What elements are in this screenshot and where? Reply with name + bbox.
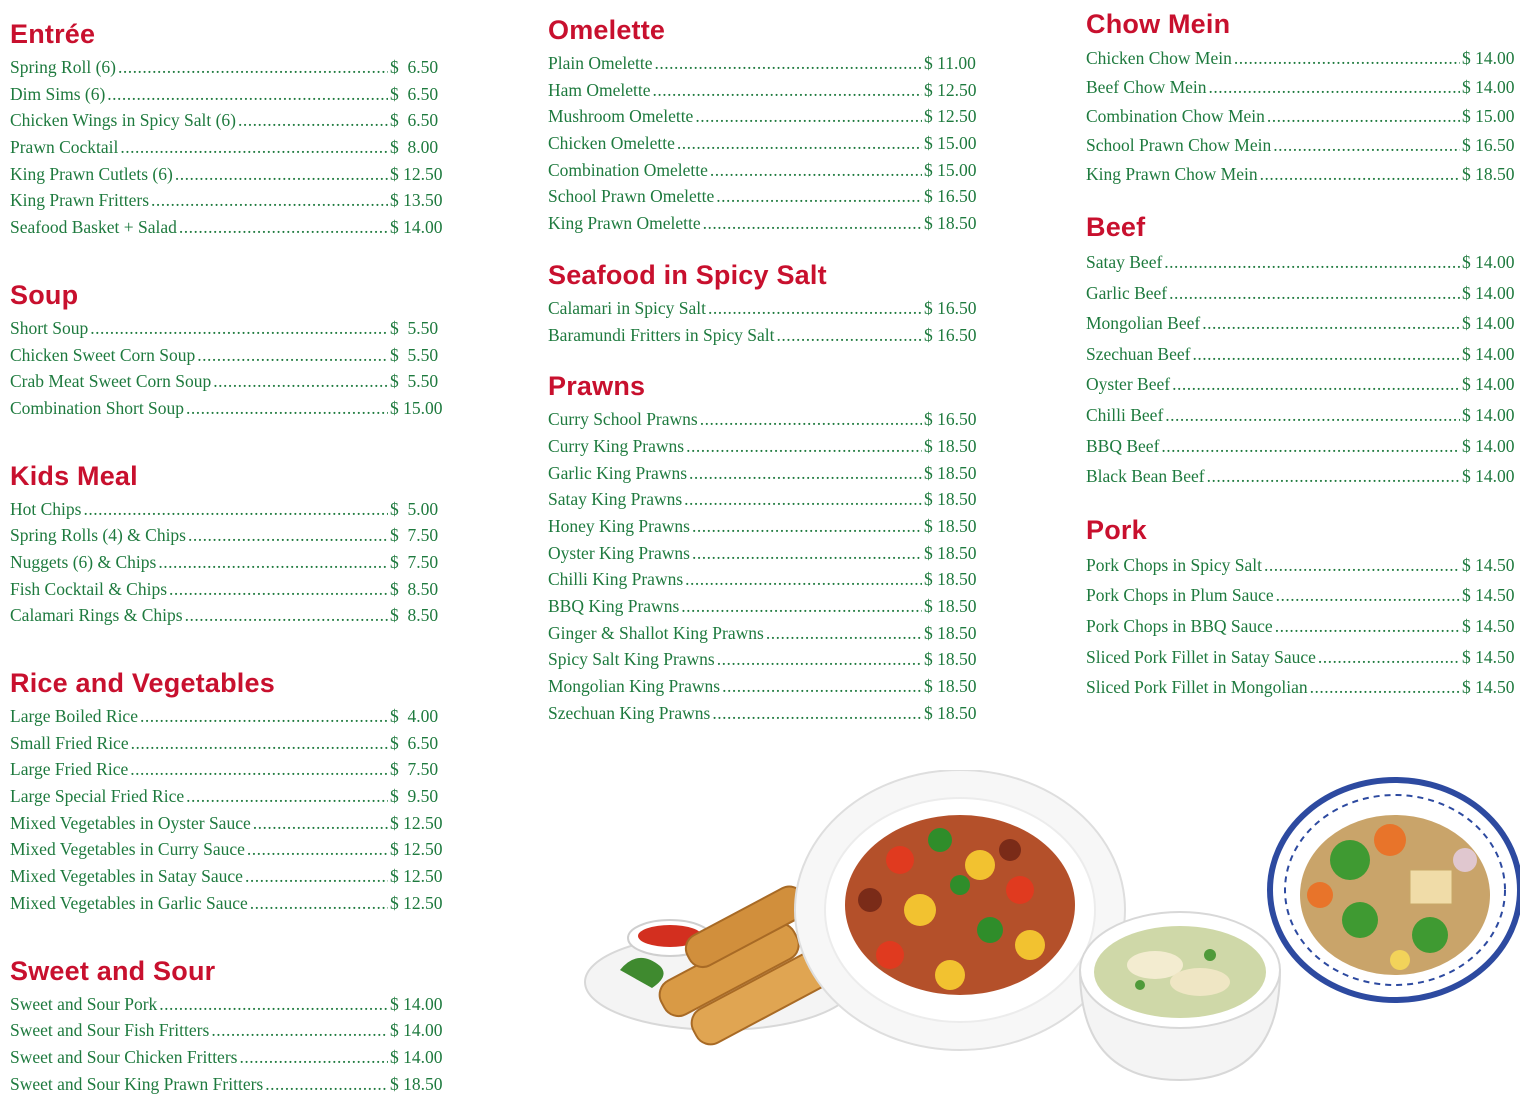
dot-leader (777, 322, 922, 349)
item-name: Prawn Cocktail (10, 134, 118, 161)
dot-leader (185, 602, 388, 629)
dot-leader (716, 183, 922, 210)
item-name: Large Boiled Rice (10, 703, 138, 730)
dot-leader (1275, 611, 1460, 642)
item-price: $ 14.00 (390, 991, 446, 1018)
item-name: King Prawn Fritters (10, 187, 149, 214)
menu-item (1086, 339, 1518, 370)
item-name: Mongolian Beef (1086, 308, 1200, 339)
menu-column-right (1086, 8, 1518, 703)
section-title: Prawns (548, 370, 980, 402)
dot-leader (692, 540, 922, 567)
menu-item (548, 103, 980, 130)
dot-leader (130, 756, 388, 783)
dot-leader (213, 368, 388, 395)
food-illustration (560, 770, 1520, 1090)
menu-item (548, 646, 980, 673)
dot-leader (700, 406, 922, 433)
menu-item (10, 549, 446, 576)
item-price: $ 14.00 (390, 1044, 446, 1071)
item-name: Large Fried Rice (10, 756, 128, 783)
item-price: $ 12.50 (924, 103, 980, 130)
menu-item (10, 602, 446, 629)
menu-item (10, 342, 446, 369)
item-price: $ 14.00 (1462, 369, 1518, 400)
item-price: $ 12.50 (390, 890, 446, 917)
item-price: $ 18.50 (924, 460, 980, 487)
dot-leader (140, 703, 388, 730)
dot-leader (695, 103, 922, 130)
item-name: Chicken Sweet Corn Soup (10, 342, 195, 369)
item-name: Mushroom Omelette (548, 103, 693, 130)
dot-leader (120, 134, 388, 161)
item-name: Hot Chips (10, 496, 81, 523)
dot-leader (247, 836, 388, 863)
item-price: $ 6.50 (390, 730, 446, 757)
item-price: $ 7.50 (390, 549, 446, 576)
menu-item (1086, 461, 1518, 492)
item-name: Pork Chops in Plum Sauce (1086, 580, 1274, 611)
item-name: BBQ Beef (1086, 431, 1159, 462)
item-price: $ 18.50 (924, 673, 980, 700)
item-name: Chilli King Prawns (548, 566, 683, 593)
dot-leader (1172, 369, 1460, 400)
item-name: Szechuan King Prawns (548, 700, 710, 727)
dot-leader (1165, 400, 1460, 431)
menu-item (1086, 642, 1518, 673)
section-title: Soup (10, 279, 446, 311)
dot-leader (211, 1017, 388, 1044)
dot-leader (238, 107, 388, 134)
dot-leader (712, 700, 922, 727)
item-name: School Prawn Omelette (548, 183, 714, 210)
menu-item (548, 673, 980, 700)
item-price: $ 5.50 (390, 315, 446, 342)
item-name: Mongolian King Prawns (548, 673, 720, 700)
dot-leader (717, 646, 922, 673)
menu-item (10, 395, 446, 422)
item-name: Satay Beef (1086, 247, 1162, 278)
item-price: $ 12.50 (390, 863, 446, 890)
item-name: Oyster King Prawns (548, 540, 690, 567)
dot-leader (197, 342, 388, 369)
item-name: Mixed Vegetables in Curry Sauce (10, 836, 245, 863)
menu-item (548, 295, 980, 322)
dot-leader (689, 460, 922, 487)
item-name: Satay King Prawns (548, 486, 682, 513)
dot-leader (655, 50, 923, 77)
menu-item (10, 703, 446, 730)
item-price: $ 6.50 (390, 81, 446, 108)
menu-item (10, 890, 446, 917)
dot-leader (245, 863, 388, 890)
item-price: $ 14.00 (1462, 278, 1518, 309)
item-price: $ 4.00 (390, 703, 446, 730)
item-name: Nuggets (6) & Chips (10, 549, 156, 576)
dot-leader (1318, 642, 1460, 673)
dot-leader (1207, 461, 1460, 492)
item-price: $ 8.50 (390, 576, 446, 603)
item-price: $ 15.00 (1462, 102, 1518, 131)
item-name: Chicken Omelette (548, 130, 675, 157)
menu-item (1086, 308, 1518, 339)
item-name: Curry School Prawns (548, 406, 698, 433)
item-name: Ham Omelette (548, 77, 651, 104)
dot-leader (175, 161, 388, 188)
dot-leader (1260, 160, 1460, 189)
menu-item (548, 210, 980, 237)
dot-leader (1264, 550, 1460, 581)
item-price: $ 14.50 (1462, 550, 1518, 581)
item-price: $ 18.50 (924, 620, 980, 647)
dot-leader (250, 890, 388, 917)
dot-leader (179, 214, 388, 241)
menu-item (548, 77, 980, 104)
item-name: Mixed Vegetables in Oyster Sauce (10, 810, 251, 837)
item-name: Calamari in Spicy Salt (548, 295, 706, 322)
section-title: Chow Mein (1086, 8, 1518, 40)
menu-item (548, 540, 980, 567)
menu-item (10, 54, 446, 81)
menu-item (1086, 160, 1518, 189)
item-price: $ 18.50 (924, 433, 980, 460)
menu-column-middle (548, 14, 980, 726)
item-price: $ 14.00 (1462, 73, 1518, 102)
section-sweet-and-sour (10, 955, 446, 1097)
dot-leader (1276, 580, 1460, 611)
item-name: Sliced Pork Fillet in Satay Sauce (1086, 642, 1316, 673)
item-name: Mixed Vegetables in Satay Sauce (10, 863, 243, 890)
item-price: $ 14.50 (1462, 611, 1518, 642)
item-name: Spicy Salt King Prawns (548, 646, 715, 673)
wonton-soup-bowl-icon (1080, 912, 1280, 1080)
menu-item (1086, 580, 1518, 611)
item-price: $ 15.00 (924, 130, 980, 157)
dot-leader (1192, 339, 1460, 370)
item-price: $ 12.50 (924, 77, 980, 104)
dot-leader (90, 315, 388, 342)
item-name: Black Bean Beef (1086, 461, 1205, 492)
dot-leader (1310, 672, 1460, 703)
dot-leader (1169, 278, 1460, 309)
dot-leader (186, 783, 388, 810)
item-price: $ 8.00 (390, 134, 446, 161)
item-price: $ 18.50 (924, 566, 980, 593)
item-name: Oyster Beef (1086, 369, 1170, 400)
item-price: $ 12.50 (390, 810, 446, 837)
menu-item (1086, 611, 1518, 642)
dot-leader (265, 1071, 388, 1097)
item-price: $ 13.50 (390, 187, 446, 214)
menu-item (10, 81, 446, 108)
item-name: Crab Meat Sweet Corn Soup (10, 368, 211, 395)
item-name: Spring Roll (6) (10, 54, 116, 81)
item-price: $ 15.00 (924, 157, 980, 184)
dot-leader (1164, 247, 1460, 278)
menu-item (1086, 102, 1518, 131)
section-pork (1086, 514, 1518, 703)
item-name: Ginger & Shallot King Prawns (548, 620, 764, 647)
dot-leader (653, 77, 922, 104)
section-rice-and-vegetables (10, 667, 446, 917)
item-price: $ 16.50 (924, 183, 980, 210)
section-entree (10, 18, 446, 241)
item-price: $ 5.50 (390, 368, 446, 395)
item-name: Combination Chow Mein (1086, 102, 1265, 131)
item-name: Honey King Prawns (548, 513, 690, 540)
item-price: $ 14.00 (1462, 431, 1518, 462)
dot-leader (1273, 131, 1460, 160)
dot-leader (766, 620, 922, 647)
menu-item (548, 486, 980, 513)
dot-leader (107, 81, 388, 108)
menu-item (1086, 44, 1518, 73)
item-price: $ 14.00 (1462, 339, 1518, 370)
menu-item (548, 183, 980, 210)
item-price: $ 18.50 (924, 210, 980, 237)
item-price: $ 12.50 (390, 836, 446, 863)
item-name: Sliced Pork Fillet in Mongolian (1086, 672, 1308, 703)
section-title: Seafood in Spicy Salt (548, 259, 980, 291)
menu-item (1086, 73, 1518, 102)
menu-item (1086, 550, 1518, 581)
item-name: Combination Short Soup (10, 395, 184, 422)
dot-leader (1209, 73, 1460, 102)
dot-leader (253, 810, 388, 837)
menu-item (10, 214, 446, 241)
menu-item (548, 157, 980, 184)
menu-item (10, 991, 446, 1018)
item-name: Curry King Prawns (548, 433, 684, 460)
section-title: Pork (1086, 514, 1518, 546)
item-name: Chicken Chow Mein (1086, 44, 1232, 73)
menu-item (10, 1044, 446, 1071)
menu-column-left (10, 18, 446, 1097)
section-title: Kids Meal (10, 460, 446, 492)
item-name: Small Fried Rice (10, 730, 129, 757)
item-name: Short Soup (10, 315, 88, 342)
menu-item (548, 130, 980, 157)
dot-leader (158, 549, 388, 576)
item-price: $ 6.50 (390, 107, 446, 134)
item-price: $ 18.50 (924, 700, 980, 727)
item-price: $ 14.00 (390, 1017, 446, 1044)
section-title: Rice and Vegetables (10, 667, 446, 699)
menu-item (10, 810, 446, 837)
section-prawns (548, 370, 980, 726)
item-name: King Prawn Cutlets (6) (10, 161, 173, 188)
vegetable-noodle-bowl-icon (1270, 780, 1520, 1000)
item-name: Sweet and Sour Pork (10, 991, 157, 1018)
item-price: $ 14.00 (1462, 400, 1518, 431)
item-name: Szechuan Beef (1086, 339, 1190, 370)
menu-item (10, 107, 446, 134)
item-price: $ 18.50 (924, 646, 980, 673)
dot-leader (159, 991, 388, 1018)
dot-leader (1267, 102, 1460, 131)
menu-item (10, 783, 446, 810)
item-name: Large Special Fried Rice (10, 783, 184, 810)
item-price: $ 18.50 (390, 1071, 446, 1097)
menu-item (10, 522, 446, 549)
item-name: Mixed Vegetables in Garlic Sauce (10, 890, 248, 917)
item-name: Plain Omelette (548, 50, 653, 77)
dot-leader (684, 486, 922, 513)
menu-item (1086, 431, 1518, 462)
dot-leader (188, 522, 388, 549)
item-name: Combination Omelette (548, 157, 708, 184)
item-price: $ 12.50 (390, 161, 446, 188)
item-name: Chicken Wings in Spicy Salt (6) (10, 107, 236, 134)
item-price: $ 14.50 (1462, 580, 1518, 611)
menu-item (548, 566, 980, 593)
item-price: $ 14.50 (1462, 642, 1518, 673)
item-price: $ 18.50 (924, 486, 980, 513)
item-name: Chilli Beef (1086, 400, 1163, 431)
item-price: $ 18.50 (924, 593, 980, 620)
item-price: $ 16.50 (1462, 131, 1518, 160)
menu-item (1086, 278, 1518, 309)
sweet-and-sour-plate-icon (795, 770, 1125, 1050)
item-price: $ 18.50 (924, 513, 980, 540)
dot-leader (710, 157, 922, 184)
menu-item (548, 513, 980, 540)
menu-item (10, 756, 446, 783)
item-name: Garlic Beef (1086, 278, 1167, 309)
section-title: Beef (1086, 211, 1518, 243)
menu-item (548, 433, 980, 460)
dot-leader (169, 576, 388, 603)
section-kids-meal (10, 460, 446, 629)
section-omelette (548, 14, 980, 237)
menu-item (10, 836, 446, 863)
menu-item (10, 368, 446, 395)
menu-item (10, 187, 446, 214)
section-soup (10, 279, 446, 422)
menu-item (10, 134, 446, 161)
section-beef (1086, 211, 1518, 492)
item-name: Dim Sims (6) (10, 81, 105, 108)
dot-leader (681, 593, 922, 620)
dot-leader (118, 54, 388, 81)
item-price: $ 6.50 (390, 54, 446, 81)
item-name: Spring Rolls (4) & Chips (10, 522, 186, 549)
menu-item (1086, 247, 1518, 278)
item-name: Pork Chops in BBQ Sauce (1086, 611, 1273, 642)
item-price: $ 14.50 (1462, 672, 1518, 703)
menu-item (1086, 400, 1518, 431)
item-name: Calamari Rings & Chips (10, 602, 183, 629)
dot-leader (685, 566, 922, 593)
item-price: $ 18.50 (1462, 160, 1518, 189)
item-price: $ 7.50 (390, 522, 446, 549)
item-name: BBQ King Prawns (548, 593, 679, 620)
dot-leader (722, 673, 922, 700)
item-name: Sweet and Sour King Prawn Fritters (10, 1071, 263, 1097)
item-name: Garlic King Prawns (548, 460, 687, 487)
menu-item (548, 593, 980, 620)
menu-item (1086, 369, 1518, 400)
item-price: $ 5.50 (390, 342, 446, 369)
dot-leader (83, 496, 388, 523)
menu-item (10, 161, 446, 188)
menu-item (548, 460, 980, 487)
dot-leader (1161, 431, 1460, 462)
menu-item (548, 50, 980, 77)
menu-item (548, 322, 980, 349)
item-price: $ 16.50 (924, 406, 980, 433)
menu-item (10, 496, 446, 523)
menu-item (10, 315, 446, 342)
menu-item (10, 576, 446, 603)
section-seafood-in-spicy-salt (548, 259, 980, 348)
menu-item (548, 700, 980, 727)
dot-leader (692, 513, 922, 540)
menu-item (1086, 131, 1518, 160)
item-price: $ 14.00 (1462, 44, 1518, 73)
item-name: Fish Cocktail & Chips (10, 576, 167, 603)
item-price: $ 16.50 (924, 295, 980, 322)
item-name: Pork Chops in Spicy Salt (1086, 550, 1262, 581)
item-price: $ 15.00 (390, 395, 446, 422)
item-name: Sweet and Sour Fish Fritters (10, 1017, 209, 1044)
section-title: Sweet and Sour (10, 955, 446, 987)
item-name: School Prawn Chow Mein (1086, 131, 1271, 160)
dot-leader (703, 210, 922, 237)
menu-item (10, 863, 446, 890)
item-price: $ 14.00 (1462, 247, 1518, 278)
item-name: Seafood Basket + Salad (10, 214, 177, 241)
section-title: Entrée (10, 18, 446, 50)
item-price: $ 18.50 (924, 540, 980, 567)
item-name: King Prawn Chow Mein (1086, 160, 1258, 189)
menu-item (10, 1017, 446, 1044)
dot-leader (708, 295, 922, 322)
dot-leader (677, 130, 922, 157)
dot-leader (1234, 44, 1460, 73)
dot-leader (1202, 308, 1460, 339)
dot-leader (186, 395, 388, 422)
item-price: $ 5.00 (390, 496, 446, 523)
item-price: $ 9.50 (390, 783, 446, 810)
menu-item (1086, 672, 1518, 703)
item-price: $ 14.00 (390, 214, 446, 241)
item-price: $ 11.00 (924, 50, 980, 77)
dot-leader (686, 433, 922, 460)
item-name: Sweet and Sour Chicken Fritters (10, 1044, 237, 1071)
item-name: King Prawn Omelette (548, 210, 701, 237)
section-chow-mein (1086, 8, 1518, 189)
menu-item (548, 406, 980, 433)
item-name: Baramundi Fritters in Spicy Salt (548, 322, 775, 349)
item-price: $ 16.50 (924, 322, 980, 349)
dot-leader (131, 730, 388, 757)
item-price: $ 14.00 (1462, 308, 1518, 339)
dot-leader (151, 187, 388, 214)
menu-item (548, 620, 980, 647)
item-price: $ 7.50 (390, 756, 446, 783)
menu-item (10, 730, 446, 757)
item-name: Beef Chow Mein (1086, 73, 1207, 102)
dot-leader (239, 1044, 388, 1071)
item-price: $ 14.00 (1462, 461, 1518, 492)
section-title: Omelette (548, 14, 980, 46)
item-price: $ 8.50 (390, 602, 446, 629)
menu-item (10, 1071, 446, 1097)
